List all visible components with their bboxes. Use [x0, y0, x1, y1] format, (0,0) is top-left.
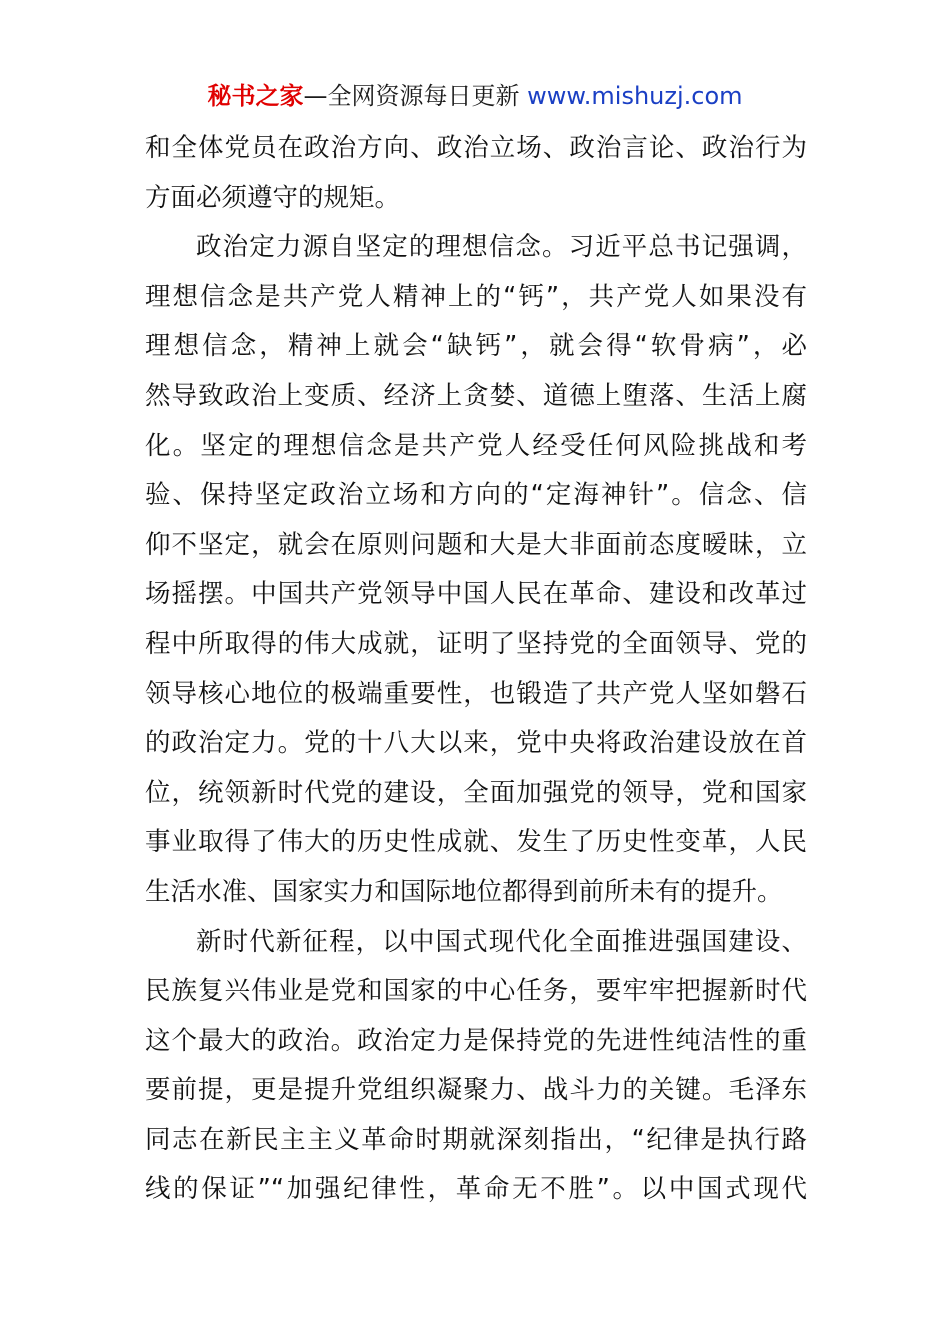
page-header — [0, 80, 950, 112]
text-line: 场摇摆。中国共产党领导中国人民在革命、建设和改革过 — [145, 579, 807, 610]
text-line: 理想信念是共产党人精神上的“钙”，共产党人如果没有 — [145, 281, 807, 312]
text-line: 和全体党员在政治方向、政治立场、政治言论、政治行为 — [145, 133, 807, 163]
text-line: 要前提，更是提升党组织凝聚力、战斗力的关键。毛泽东 — [145, 1075, 807, 1106]
text-line: 验、保持坚定政治立场和方向的“定海神针”。信念、信 — [145, 480, 807, 511]
text-line: 新时代新征程，以中国式现代化全面推进强国建设、 — [196, 926, 807, 957]
text-line: 领导核心地位的极端重要性，也锻造了共产党人坚如磐石 — [145, 678, 807, 709]
text-line: 然导致政治上变质、经济上贪婪、道德上堕落、生活上腐 — [145, 380, 807, 411]
paragraph — [145, 223, 807, 917]
text-line: 民族复兴伟业是党和国家的中心任务，要牢牢把握新时代 — [145, 976, 807, 1007]
text-line: 线的保证”“加强纪律性，革命无不胜”。以中国式现代 — [145, 1174, 807, 1205]
document-body — [145, 124, 807, 1215]
text-line: 位，统领新时代党的建设，全面加强党的领导，党和国家 — [145, 777, 807, 808]
brand-name: 秘书之家 — [207, 82, 304, 110]
text-line: 事业取得了伟大的历史性成就、发生了历史性变革，人民 — [145, 827, 807, 858]
text-line: 生活水准、国家实力和国际地位都得到前所未有的提升。 — [145, 876, 783, 907]
text-line: 的政治定力。党的十八大以来，党中央将政治建设放在首 — [145, 728, 807, 759]
paragraph — [145, 124, 807, 223]
site-url-link[interactable]: www.mishuzj.com — [527, 82, 743, 110]
header-tagline: —全网资源每日更新 — [303, 82, 520, 110]
text-line: 政治定力源自坚定的理想信念。习近平总书记强调， — [196, 232, 807, 263]
text-line: 这个最大的政治。政治定力是保持党的先进性纯洁性的重 — [145, 1025, 807, 1056]
text-line: 程中所取得的伟大成就，证明了坚持党的全面领导、党的 — [145, 628, 807, 659]
paragraph — [145, 918, 807, 1216]
text-line: 化。坚定的理想信念是共产党人经受任何风险挑战和考 — [145, 430, 807, 461]
text-line: 理想信念，精神上就会“缺钙”，就会得“软骨病”，必 — [145, 331, 807, 362]
text-line: 同志在新民主主义革命时期就深刻指出，“纪律是执行路 — [145, 1124, 807, 1155]
text-line: 方面必须遵守的规矩。 — [145, 182, 401, 213]
text-line: 仰不坚定，就会在原则问题和大是大非面前态度暧昧，立 — [145, 529, 807, 560]
